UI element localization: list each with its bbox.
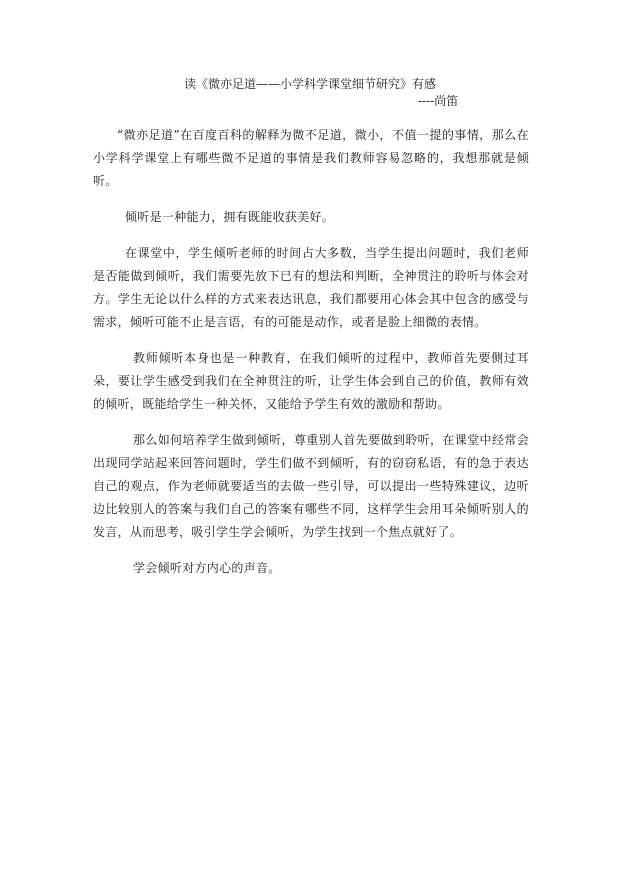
paragraph-6: 学会倾听对方内心的声音。 bbox=[133, 561, 281, 575]
paragraph-4: 教师倾听本身也是一种教育，在我们倾听的过程中，教师首先要侧过耳朵，要让学生感受到我们在全神贯注的听，让学生体会到自己的价值，教师有效的倾听，既能给学生一种关怀，又能给予学生有效的激励和帮助。 bbox=[93, 351, 529, 411]
document-body bbox=[93, 124, 529, 593]
document-author: ----尚笛 bbox=[418, 94, 459, 108]
paragraph-5: 那么如何培养学生做到倾听，尊重别人首先要做到聆听，在课堂中经常会出现同学站起来回答问题时，学生们做不到倾听，有的窃窃私语，有的急于表达自己的观点，作为老师就要适当的去做一些引导，可以提出一些特殊建议，边听边比较别人的答案与我们自己的答案有哪些不同，这样学生会用耳朵倾听别人的发言，从而思考，吸引学生学会倾听，为学生找到一个焦点就好了。 bbox=[93, 433, 529, 539]
paragraph-3: 在课堂中，学生倾听老师的时间占大多数，当学生提出问题时，我们老师是否能做到倾听，我们需要先放下已有的想法和判断，全神贯注的聆听与体会对方。学生无论以什么样的方式来表达讯息，我们都要用心体会其中包含的感受与需求，倾听可能不止是言语，有的可能是动作，或者是脸上细微的表情。 bbox=[93, 246, 529, 329]
paragraph-2: 倾听是一种能力，拥有既能收获美好。 bbox=[125, 210, 335, 224]
paragraph-1: “微亦足道”在百度百科的解释为微不足道，微小，不值一提的事情，那么在小学科学课堂上有哪些微不足道的事情是我们教师容易忽略的，我想那就是倾听。 bbox=[93, 128, 529, 188]
document-title: 读《微亦足道——小学科学课堂细节研究》有感 bbox=[183, 77, 436, 91]
